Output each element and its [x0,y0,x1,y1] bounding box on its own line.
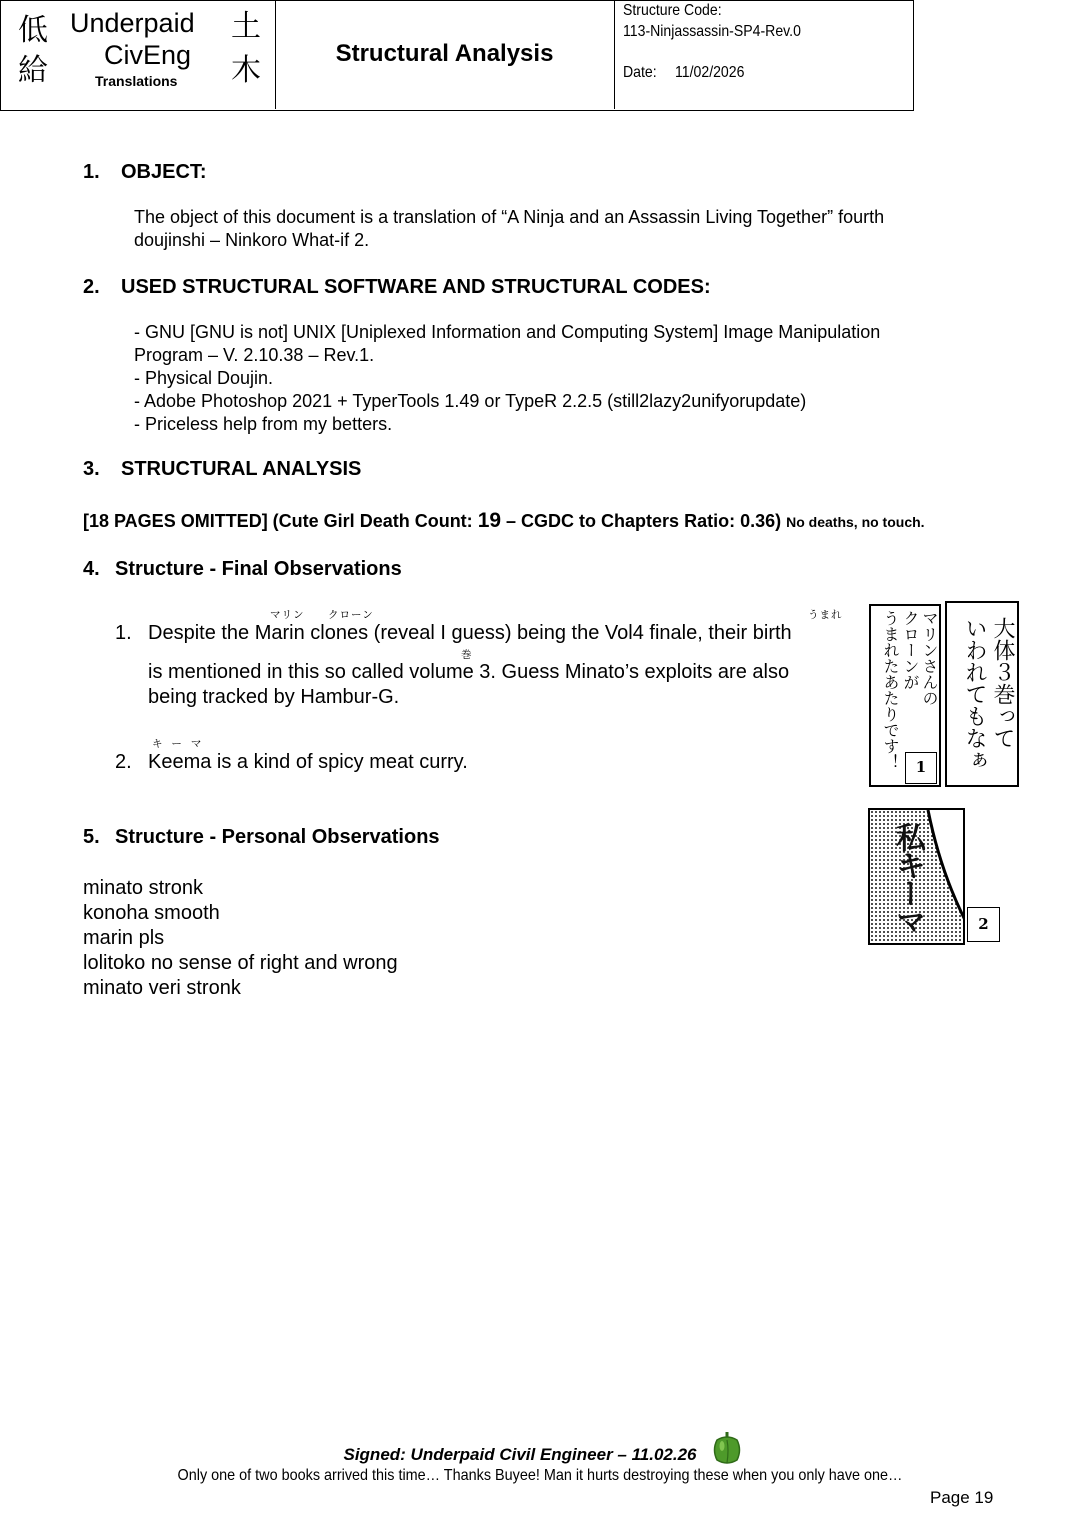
speech-text-col2: いわれてもなぁ [962,617,987,771]
structure-code-value: 113-Ninjassassin-SP4-Rev.0 [623,23,801,40]
manga-panel-1 [869,604,941,787]
panel1-text-col2: クローンが [901,610,920,690]
manga-panel-2 [868,808,965,945]
panel1-text-col1: マリンさんの [920,610,939,706]
section-2-heading [83,276,711,299]
ruby-birth: うまれ [808,609,843,621]
ruby-clone: クローン [328,609,374,621]
footer-note: Only one of two books arrived this time… Thanks Buyee! Man it hurts destroying these when you only have one… [177,1467,903,1484]
object-text-line2: doujinshi – Ninkoro What-if 2. [134,230,370,250]
panel-number-2: 2 [967,907,1000,942]
observation-2-number: 2. [115,751,132,773]
software-line: - Physical Doujin. [134,368,274,388]
green-pepper-icon [711,1430,743,1466]
logo-kanji-wood: 木 [231,53,261,88]
omitted-pages-line [83,509,925,533]
death-count: 19 [477,509,502,532]
section-title: Structure - Personal Observations [115,826,440,848]
speech-text-col1: 大体３巻って [990,617,1015,749]
document-title: Structural Analysis [335,40,554,67]
personal-observation: minato veri stronk [83,977,241,999]
section-number: 1. [83,161,100,183]
date-label: Date: [623,64,657,81]
object-text-line1: The object of this document is a translation of “A Ninja and an Assassin Living Together” fourth [134,207,885,227]
observation-1-line2: is mentioned in this so called volume 3. Guess Minato’s exploits are also [148,661,790,683]
section-title: OBJECT: [121,161,207,183]
code-cell [614,0,912,109]
section-number: 3. [83,458,100,480]
section-number: 5. [83,826,100,848]
signature-text: Signed: Underpaid Civil Engineer – 11.02.26 [343,1445,697,1464]
section-4-heading [83,558,402,581]
title-cell [275,0,615,109]
personal-observation: minato stronk [83,877,204,899]
observation-1-line1: Despite the Marin clones (reveal I guess) being the Vol4 finale, their birth [148,622,792,644]
manga-panel-speech [945,601,1019,787]
date-value: 11/02/2026 [675,64,745,81]
page-number: Page 19 [930,1488,994,1507]
footer-signature [0,1445,1080,1465]
logo-cell [0,0,276,109]
software-line: Program – V. 2.10.38 – Rev.1. [134,345,375,365]
personal-observation: konoha smooth [83,902,220,924]
logo-kanji-earth: 土 [231,9,261,44]
panel-number-1: 1 [905,752,937,784]
ruby-marin: マリン [270,609,305,621]
software-line: - GNU [GNU is not] UNIX [Uniplexed Information and Computing System] Image Manipulation [134,322,881,342]
section-number: 4. [83,558,100,580]
section-title: USED STRUCTURAL SOFTWARE AND STRUCTURAL CODES: [121,276,711,298]
observation-2-text: Keema is a kind of spicy meat curry. [148,751,468,773]
logo-civeng: CivEng [104,40,192,70]
section-title: STRUCTURAL ANALYSIS [121,458,362,480]
software-line: - Adobe Photoshop 2021 + TyperTools 1.49 or TypeR 2.2.5 (still2lazy2unifyorupdate) [134,391,807,411]
panel1-text-col3: うまれたあたりです！ [881,610,900,770]
omitted-part1: [18 PAGES OMITTED] (Cute Girl Death Count: [83,511,478,531]
omitted-part2: – CGDC to Chapters Ratio: 0.36) [501,511,782,531]
header-table [0,0,914,111]
structure-code-label: Structure Code: [623,2,722,19]
omitted-small-note: No deaths, no touch. [786,514,925,530]
personal-observation: lolitoko no sense of right and wrong [83,952,398,974]
logo-underpaid: Underpaid [70,8,195,38]
personal-observation: marin pls [83,927,165,949]
section-3-heading [83,458,361,481]
section-number: 2. [83,276,100,298]
section-5-heading [83,826,440,849]
section-title: Structure - Final Observations [115,558,402,580]
software-line: - Priceless help from my betters. [134,414,393,434]
logo-kanji-low: 低 [18,13,48,48]
ruby-keema: キ ー マ [152,738,205,750]
ruby-volume: 巻 [461,649,473,661]
logo-translations: Translations [95,73,178,89]
observation-1-number: 1. [115,622,132,644]
section-1-heading [83,161,207,184]
logo-kanji-pay: 給 [18,53,48,88]
observation-1-line3: being tracked by Hambur-G. [148,686,400,708]
panel2-text: 私キーマ [890,822,925,934]
